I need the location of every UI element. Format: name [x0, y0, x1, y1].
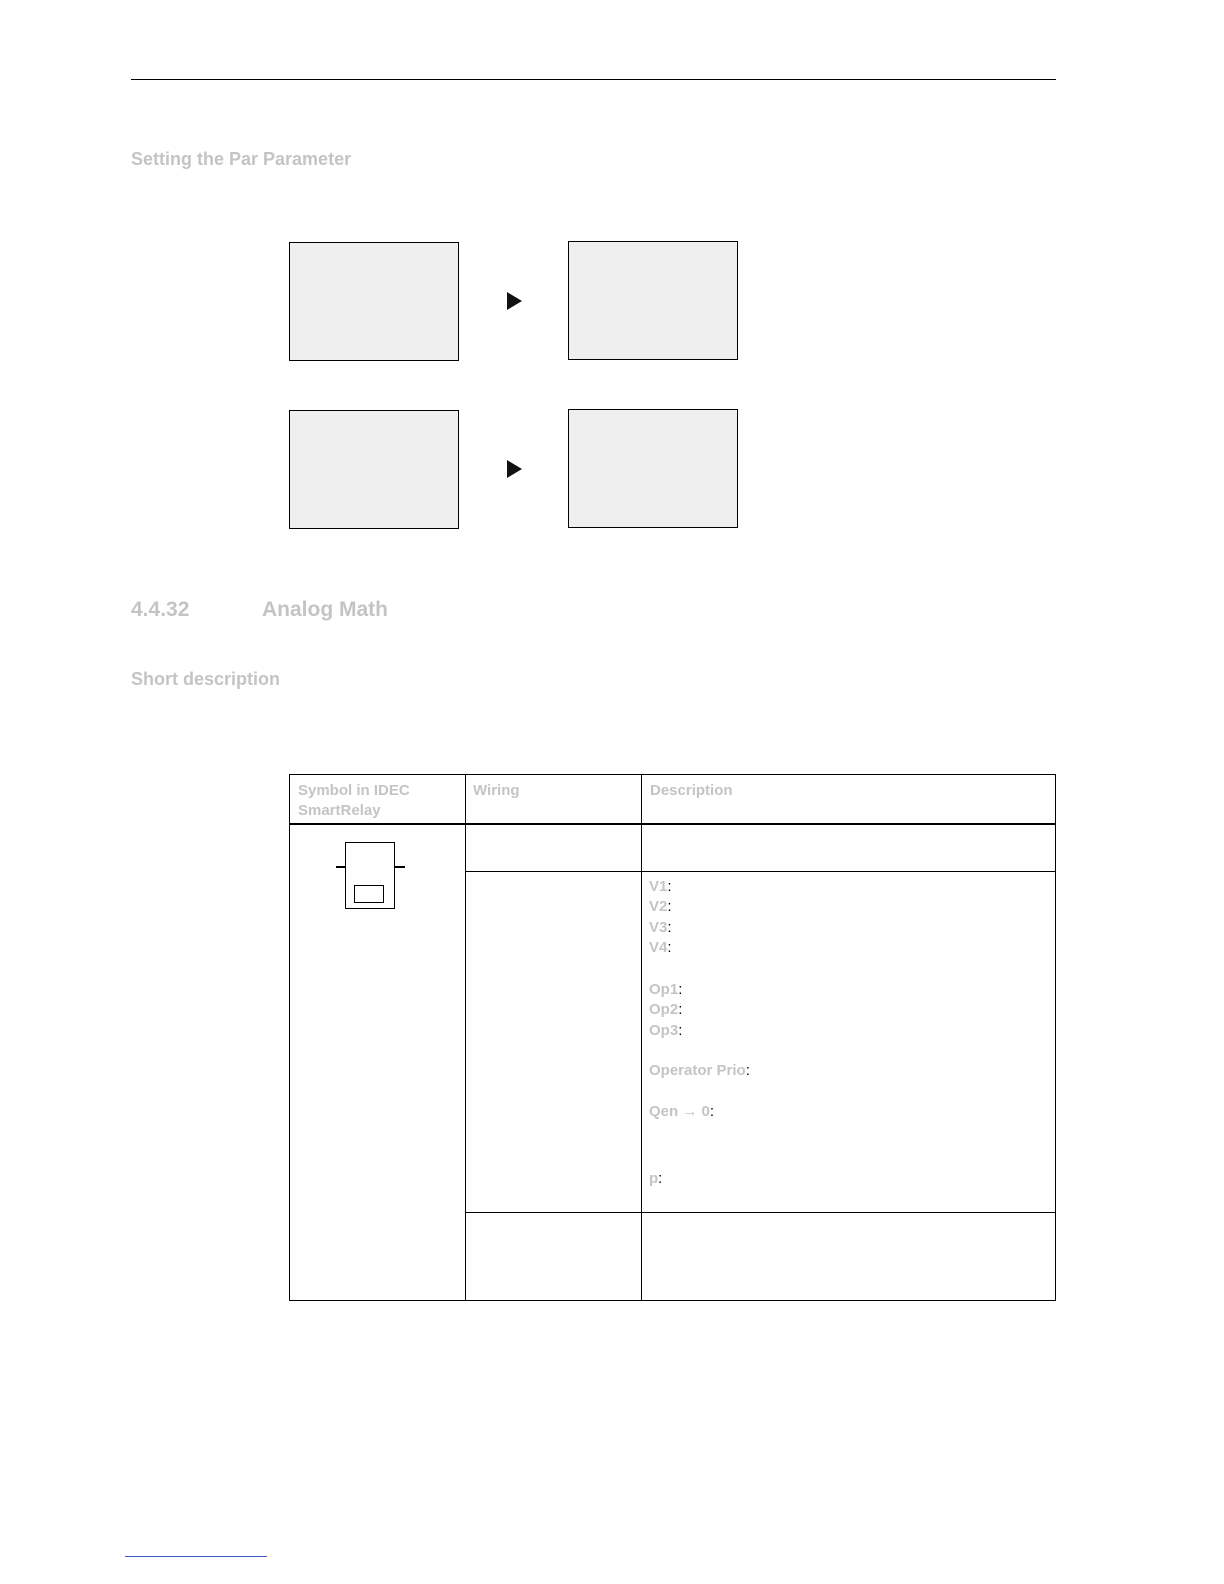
section-heading — [131, 598, 388, 622]
param-qen: Qen → 0: — [649, 1103, 715, 1120]
column-divider — [641, 775, 642, 1300]
param-v3: V3: — [649, 919, 672, 936]
param-v4: V4: — [649, 939, 672, 956]
arrow-right-icon — [507, 460, 522, 478]
footer-link-underline[interactable] — [125, 1556, 267, 1557]
header-symbol: Symbol in IDEC SmartRelay — [298, 782, 410, 819]
param-p: p: — [649, 1170, 663, 1187]
lcd-display-3 — [289, 410, 459, 529]
header-wiring: Wiring — [473, 782, 520, 799]
symbol-output-pin — [395, 866, 405, 868]
row-divider — [465, 1212, 1055, 1213]
param-op2: Op2: — [649, 1001, 683, 1018]
section-number: 4.4.32 — [131, 598, 190, 621]
arrow-right-icon — [507, 292, 522, 310]
param-v2: V2: — [649, 898, 672, 915]
row-divider — [465, 871, 1055, 872]
analog-math-block-icon — [345, 842, 395, 909]
heading-setting-par: Setting the Par Parameter — [131, 149, 352, 169]
lcd-display-1 — [289, 242, 459, 361]
header-divider — [290, 823, 1055, 825]
block-display-icon — [354, 885, 384, 903]
section-title: Analog Math — [262, 598, 388, 621]
lcd-display-4 — [568, 409, 738, 528]
header-description: Description — [650, 782, 733, 799]
param-op3: Op3: — [649, 1022, 683, 1039]
column-divider — [465, 775, 466, 1300]
param-op1: Op1: — [649, 981, 683, 998]
param-operator-prio: Operator Prio: — [649, 1062, 750, 1079]
param-v1: V1: — [649, 878, 672, 895]
heading-short-description: Short description — [131, 669, 281, 689]
lcd-display-2 — [568, 241, 738, 360]
description-table — [289, 774, 1056, 1301]
header-rule — [131, 79, 1056, 80]
